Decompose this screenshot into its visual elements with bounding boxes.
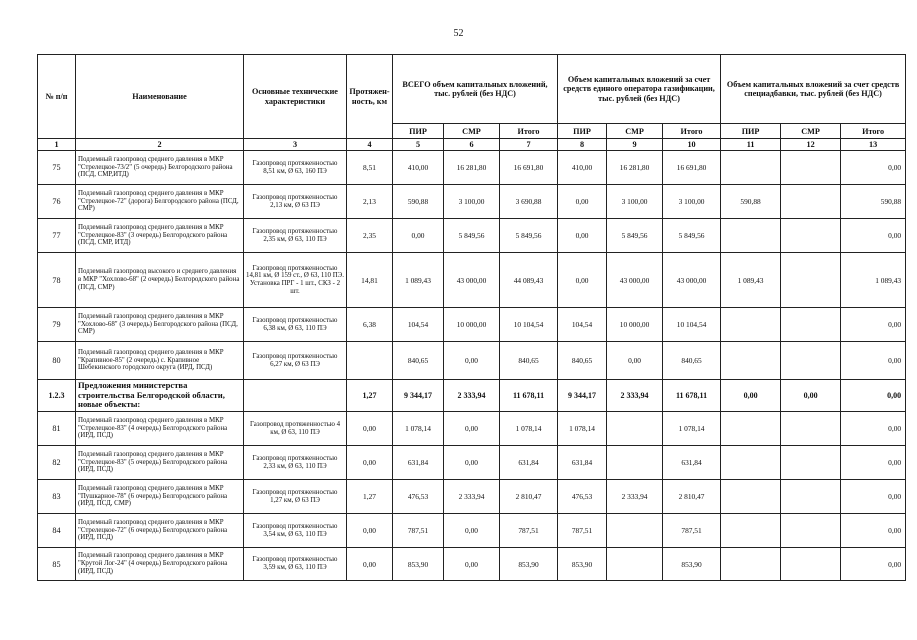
operator-pir: 0,00 xyxy=(558,253,607,308)
special-pir: 590,88 xyxy=(721,185,781,219)
column-number: 6 xyxy=(444,139,500,151)
technical-specs: Газопровод протяженностью 3,54 км, Ø 63, 110 ПЭ xyxy=(244,514,347,548)
total-itogo: 16 691,80 xyxy=(500,151,558,185)
operator-pir: 631,84 xyxy=(558,446,607,480)
object-name: Предложения министерства строительства Белгородской области, новые объекты: xyxy=(76,380,244,412)
operator-pir: 476,53 xyxy=(558,480,607,514)
column-number: 7 xyxy=(500,139,558,151)
total-smr: 5 849,56 xyxy=(444,219,500,253)
header-pir: ПИР xyxy=(558,124,607,139)
technical-specs: Газопровод протяженностью 2,33 км, Ø 63, 110 ПЭ xyxy=(244,446,347,480)
row-number: 80 xyxy=(38,342,76,380)
operator-pir: 0,00 xyxy=(558,219,607,253)
header-smr: СМР xyxy=(444,124,500,139)
total-pir: 840,65 xyxy=(393,342,444,380)
operator-itogo: 16 691,80 xyxy=(663,151,721,185)
operator-smr: 2 333,94 xyxy=(607,480,663,514)
special-pir: 0,00 xyxy=(721,380,781,412)
special-smr: 0,00 xyxy=(781,380,841,412)
total-itogo: 44 089,43 xyxy=(500,253,558,308)
table-row xyxy=(38,219,906,253)
special-itogo: 1 089,43 xyxy=(841,253,906,308)
table-row xyxy=(38,480,906,514)
total-itogo: 2 810,47 xyxy=(500,480,558,514)
special-pir xyxy=(721,480,781,514)
technical-specs: Газопровод протяженностью 14,81 км, Ø 159 ст., Ø 63, 110 ПЭ. Установка ПРГ - 1 шт., СКЗ - 2 шт. xyxy=(244,253,347,308)
header-itogo: Итого xyxy=(841,124,906,139)
operator-smr: 5 849,56 xyxy=(607,219,663,253)
operator-smr: 43 000,00 xyxy=(607,253,663,308)
special-itogo: 0,00 xyxy=(841,548,906,581)
table-row xyxy=(38,412,906,446)
operator-pir: 0,00 xyxy=(558,185,607,219)
special-pir xyxy=(721,308,781,342)
table-row xyxy=(38,514,906,548)
row-number: 1.2.3 xyxy=(38,380,76,412)
column-number: 5 xyxy=(393,139,444,151)
section-row xyxy=(38,380,906,412)
length-km: 6,38 xyxy=(347,308,393,342)
total-itogo: 853,90 xyxy=(500,548,558,581)
column-number: 12 xyxy=(781,139,841,151)
total-pir: 476,53 xyxy=(393,480,444,514)
column-number: 9 xyxy=(607,139,663,151)
special-pir xyxy=(721,446,781,480)
column-number: 2 xyxy=(76,139,244,151)
object-name: Подземный газопровод высокого и среднего давления в МКР "Хохлово-68" (2 очередь) Белгородского района (ПСД, СМР) xyxy=(76,253,244,308)
technical-specs: Газопровод протяженностью 3,59 км, Ø 63, 110 ПЭ xyxy=(244,548,347,581)
header-total-investment: ВСЕГО объем капитальных вложений, тыс. рублей (без НДС) xyxy=(393,55,558,124)
length-km: 1,27 xyxy=(347,380,393,412)
operator-smr xyxy=(607,514,663,548)
object-name: Подземный газопровод среднего давления в МКР "Хохлово-68" (3 очередь) Белгородского района (ПСД, СМР) xyxy=(76,308,244,342)
total-itogo: 10 104,54 xyxy=(500,308,558,342)
operator-itogo: 2 810,47 xyxy=(663,480,721,514)
operator-pir: 787,51 xyxy=(558,514,607,548)
technical-specs: Газопровод протяженностью 6,38 км, Ø 63, 110 ПЭ xyxy=(244,308,347,342)
special-smr xyxy=(781,412,841,446)
length-km: 14,81 xyxy=(347,253,393,308)
object-name: Подземный газопровод среднего давления в МКР "Стрелецкое-83" (3 очередь) Белгородского района (ПСД, СМР, ИТД) xyxy=(76,219,244,253)
object-name: Подземный газопровод среднего давления в МКР "Стрелецкое-83" (5 очередь) Белгородского района (ИРД, ПСД) xyxy=(76,446,244,480)
operator-pir: 9 344,17 xyxy=(558,380,607,412)
technical-specs: Газопровод протяженностью 2,13 км, Ø 63 ПЭ xyxy=(244,185,347,219)
special-itogo: 0,00 xyxy=(841,380,906,412)
total-pir: 9 344,17 xyxy=(393,380,444,412)
total-smr: 0,00 xyxy=(444,446,500,480)
technical-specs xyxy=(244,380,347,412)
operator-itogo: 11 678,11 xyxy=(663,380,721,412)
operator-pir: 853,90 xyxy=(558,548,607,581)
total-smr: 10 000,00 xyxy=(444,308,500,342)
special-itogo: 590,88 xyxy=(841,185,906,219)
operator-itogo: 853,90 xyxy=(663,548,721,581)
total-smr: 0,00 xyxy=(444,548,500,581)
special-smr xyxy=(781,219,841,253)
special-itogo: 0,00 xyxy=(841,219,906,253)
special-itogo: 0,00 xyxy=(841,151,906,185)
operator-pir: 840,65 xyxy=(558,342,607,380)
length-km: 1,27 xyxy=(347,480,393,514)
capital-investment-table xyxy=(37,54,906,581)
operator-smr: 2 333,94 xyxy=(607,380,663,412)
special-smr xyxy=(781,308,841,342)
row-number: 82 xyxy=(38,446,76,480)
special-smr xyxy=(781,548,841,581)
special-smr xyxy=(781,342,841,380)
total-itogo: 787,51 xyxy=(500,514,558,548)
row-number: 75 xyxy=(38,151,76,185)
operator-smr: 3 100,00 xyxy=(607,185,663,219)
row-number: 84 xyxy=(38,514,76,548)
operator-itogo: 3 100,00 xyxy=(663,185,721,219)
technical-specs: Газопровод протяженностью 6,27 км, Ø 63 ПЭ xyxy=(244,342,347,380)
header-pir: ПИР xyxy=(721,124,781,139)
object-name: Подземный газопровод среднего давления в МКР "Стрелецкое-72" (6 очередь) Белгородского района (ИРД, ПСД) xyxy=(76,514,244,548)
special-pir xyxy=(721,219,781,253)
column-number: 10 xyxy=(663,139,721,151)
length-km: 2,35 xyxy=(347,219,393,253)
operator-smr: 16 281,80 xyxy=(607,151,663,185)
operator-smr: 0,00 xyxy=(607,342,663,380)
header-row-main xyxy=(38,55,906,124)
table-row xyxy=(38,151,906,185)
length-km xyxy=(347,342,393,380)
row-number: 85 xyxy=(38,548,76,581)
object-name: Подземный газопровод среднего давления в МКР "Пушкарное-78" (6 очередь) Белгородского района (ИРД, ПСД, СМР) xyxy=(76,480,244,514)
column-number: 1 xyxy=(38,139,76,151)
column-number: 4 xyxy=(347,139,393,151)
total-smr: 0,00 xyxy=(444,342,500,380)
table-row xyxy=(38,446,906,480)
table-row xyxy=(38,253,906,308)
header-smr: СМР xyxy=(607,124,663,139)
header-itogo: Итого xyxy=(500,124,558,139)
special-smr xyxy=(781,480,841,514)
total-smr: 0,00 xyxy=(444,412,500,446)
technical-specs: Газопровод протяженностью 1,27 км, Ø 63 ПЭ xyxy=(244,480,347,514)
table-row xyxy=(38,185,906,219)
total-smr: 0,00 xyxy=(444,514,500,548)
operator-itogo: 787,51 xyxy=(663,514,721,548)
header-operator-investment: Объем капитальных вложений за счет средств единого оператора газификации, тыс. рублей (без НДС) xyxy=(558,55,721,124)
column-number: 13 xyxy=(841,139,906,151)
table-body xyxy=(38,151,906,581)
header-num: № п/п xyxy=(38,55,76,139)
special-itogo: 0,00 xyxy=(841,480,906,514)
length-km: 2,13 xyxy=(347,185,393,219)
column-number: 11 xyxy=(721,139,781,151)
header-tech: Основные технические характеристики xyxy=(244,55,347,139)
total-itogo: 840,65 xyxy=(500,342,558,380)
total-smr: 2 333,94 xyxy=(444,480,500,514)
row-number: 77 xyxy=(38,219,76,253)
total-itogo: 631,84 xyxy=(500,446,558,480)
special-smr xyxy=(781,253,841,308)
table-row xyxy=(38,548,906,581)
header-smr: СМР xyxy=(781,124,841,139)
special-smr xyxy=(781,151,841,185)
operator-itogo: 631,84 xyxy=(663,446,721,480)
special-itogo: 0,00 xyxy=(841,446,906,480)
operator-smr xyxy=(607,548,663,581)
operator-itogo: 840,65 xyxy=(663,342,721,380)
row-number: 81 xyxy=(38,412,76,446)
special-pir xyxy=(721,548,781,581)
special-pir xyxy=(721,151,781,185)
special-itogo: 0,00 xyxy=(841,514,906,548)
header-name: Наименование xyxy=(76,55,244,139)
row-number: 79 xyxy=(38,308,76,342)
header-pir: ПИР xyxy=(393,124,444,139)
column-number-row xyxy=(38,139,906,151)
length-km: 0,00 xyxy=(347,446,393,480)
total-smr: 16 281,80 xyxy=(444,151,500,185)
total-smr: 43 000,00 xyxy=(444,253,500,308)
operator-smr: 10 000,00 xyxy=(607,308,663,342)
total-itogo: 3 690,88 xyxy=(500,185,558,219)
total-smr: 3 100,00 xyxy=(444,185,500,219)
row-number: 83 xyxy=(38,480,76,514)
header-special-investment: Объем капитальных вложений за счет средств специадбавки, тыс. рублей (без НДС) xyxy=(721,55,906,124)
special-pir xyxy=(721,514,781,548)
object-name: Подземный газопровод среднего давления в МКР "Крутой Лог-24" (4 очередь) Белгородского района (ИРД, ПСД) xyxy=(76,548,244,581)
total-pir: 1 078,14 xyxy=(393,412,444,446)
length-km: 8,51 xyxy=(347,151,393,185)
total-itogo: 11 678,11 xyxy=(500,380,558,412)
length-km: 0,00 xyxy=(347,412,393,446)
special-itogo: 0,00 xyxy=(841,342,906,380)
total-pir: 631,84 xyxy=(393,446,444,480)
row-number: 78 xyxy=(38,253,76,308)
total-pir: 853,90 xyxy=(393,548,444,581)
total-pir: 410,00 xyxy=(393,151,444,185)
special-itogo: 0,00 xyxy=(841,412,906,446)
object-name: Подземный газопровод среднего давления в МКР "Стрелецкое-83" (4 очередь) Белгородского района (ИРД, ПСД) xyxy=(76,412,244,446)
operator-pir: 1 078,14 xyxy=(558,412,607,446)
operator-pir: 410,00 xyxy=(558,151,607,185)
technical-specs: Газопровод протяженностью 2,35 км, Ø 63, 110 ПЭ xyxy=(244,219,347,253)
object-name: Подземный газопровод среднего давления в МКР "Стрелецкое-73/2" (5 очередь) Белгородского района (ПСД, СМР,ИТД) xyxy=(76,151,244,185)
header-length: Протяжен-ность, км xyxy=(347,55,393,139)
total-pir: 1 089,43 xyxy=(393,253,444,308)
operator-itogo: 1 078,14 xyxy=(663,412,721,446)
special-smr xyxy=(781,185,841,219)
page-number: 52 xyxy=(453,28,464,39)
operator-itogo: 5 849,56 xyxy=(663,219,721,253)
header-itogo: Итого xyxy=(663,124,721,139)
special-smr xyxy=(781,446,841,480)
table-row xyxy=(38,342,906,380)
technical-specs: Газопровод протяженностью 4 км, Ø 63, 110 ПЭ xyxy=(244,412,347,446)
operator-itogo: 43 000,00 xyxy=(663,253,721,308)
total-itogo: 1 078,14 xyxy=(500,412,558,446)
special-smr xyxy=(781,514,841,548)
object-name: Подземный газопровод среднего давления в МКР "Стрелецкое-72" (дорога) Белгородского района (ПСД, СМР) xyxy=(76,185,244,219)
special-pir xyxy=(721,342,781,380)
total-pir: 787,51 xyxy=(393,514,444,548)
length-km: 0,00 xyxy=(347,548,393,581)
total-pir: 104,54 xyxy=(393,308,444,342)
operator-pir: 104,54 xyxy=(558,308,607,342)
column-number: 3 xyxy=(244,139,347,151)
column-number: 8 xyxy=(558,139,607,151)
special-itogo: 0,00 xyxy=(841,308,906,342)
total-smr: 2 333,94 xyxy=(444,380,500,412)
total-pir: 0,00 xyxy=(393,219,444,253)
total-pir: 590,88 xyxy=(393,185,444,219)
operator-smr xyxy=(607,446,663,480)
special-pir: 1 089,43 xyxy=(721,253,781,308)
operator-itogo: 10 104,54 xyxy=(663,308,721,342)
table-row xyxy=(38,308,906,342)
technical-specs: Газопровод протяженностью 8,51 км, Ø 63, 160 ПЭ xyxy=(244,151,347,185)
operator-smr xyxy=(607,412,663,446)
object-name: Подземный газопровод среднего давления в МКР "Крапивное-85" (2 очередь) с. Крапивное Шебекинского городского округа (ИРД, ПСД) xyxy=(76,342,244,380)
row-number: 76 xyxy=(38,185,76,219)
total-itogo: 5 849,56 xyxy=(500,219,558,253)
special-pir xyxy=(721,412,781,446)
length-km: 0,00 xyxy=(347,514,393,548)
